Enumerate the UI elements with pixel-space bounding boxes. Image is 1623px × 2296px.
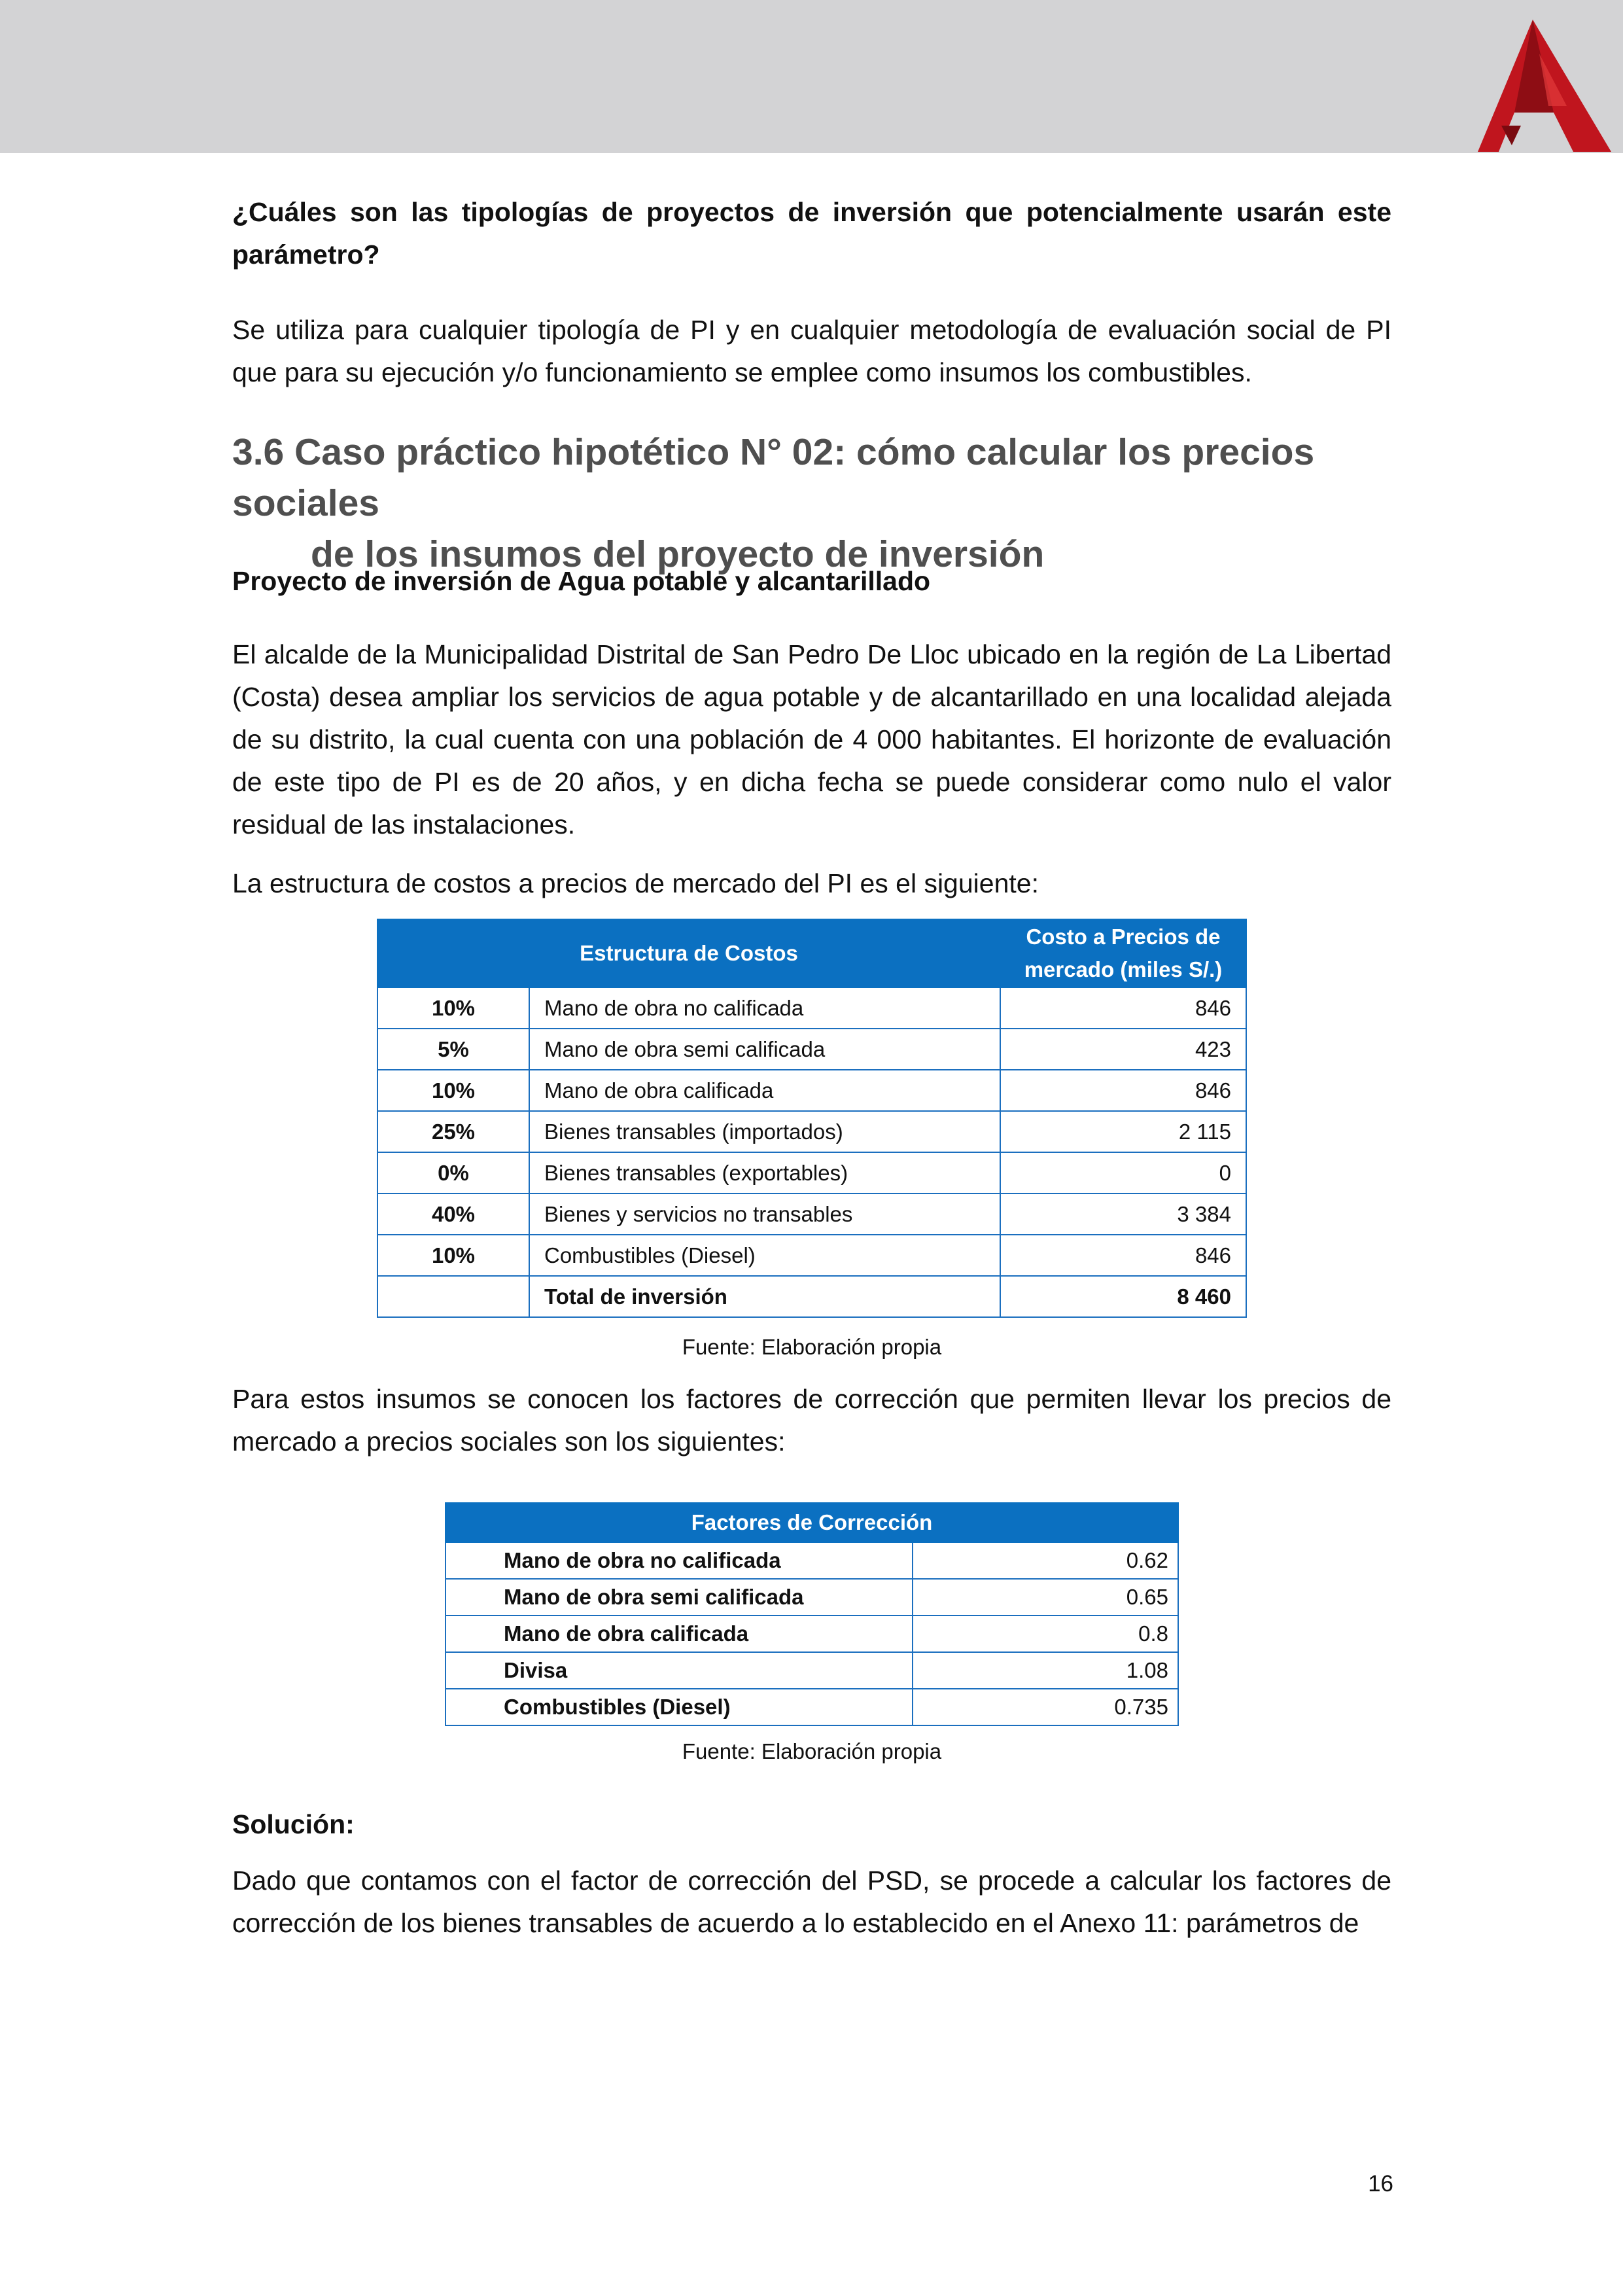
factor-item: Mano de obra semi calificada — [445, 1579, 913, 1616]
section-title — [232, 427, 1391, 580]
total-value: 8 460 — [1000, 1276, 1246, 1317]
table-row — [445, 1652, 1178, 1689]
row-percent: 10% — [377, 987, 529, 1029]
table-row — [377, 1029, 1246, 1070]
row-percent: 10% — [377, 1070, 529, 1111]
row-item: Combustibles (Diesel) — [529, 1235, 1000, 1276]
factors-header: Factores de Corrección — [445, 1503, 1178, 1542]
row-item: Bienes transables (importados) — [529, 1111, 1000, 1152]
logo-icon — [1475, 14, 1613, 153]
total-row — [377, 1276, 1246, 1317]
table-row — [377, 1111, 1246, 1152]
costs-table — [377, 919, 1247, 1318]
factor-value: 0.62 — [913, 1542, 1178, 1579]
factor-item: Mano de obra calificada — [445, 1616, 913, 1652]
factor-value: 0.735 — [913, 1689, 1178, 1725]
costs-header-value — [1000, 919, 1246, 987]
factor-value: 1.08 — [913, 1652, 1178, 1689]
row-percent: 25% — [377, 1111, 529, 1152]
factor-value: 0.65 — [913, 1579, 1178, 1616]
row-percent: 10% — [377, 1235, 529, 1276]
row-item: Mano de obra calificada — [529, 1070, 1000, 1111]
total-label: Total de inversión — [529, 1276, 1000, 1317]
row-value: 846 — [1000, 987, 1246, 1029]
row-percent: 0% — [377, 1152, 529, 1193]
row-item: Mano de obra semi calificada — [529, 1029, 1000, 1070]
section-title-line2: de los insumos del proyecto de inversión — [311, 533, 1045, 575]
row-item: Bienes y servicios no transables — [529, 1193, 1000, 1235]
costs-header-value-line1: Costo a Precios de — [1026, 925, 1221, 949]
row-value: 423 — [1000, 1029, 1246, 1070]
table-row — [445, 1542, 1178, 1579]
factors-table — [445, 1502, 1179, 1726]
row-value: 0 — [1000, 1152, 1246, 1193]
question-heading: ¿Cuáles son las tipologías de proyectos de inversión que potencialmente usarán este parámetro? — [232, 197, 1391, 270]
row-value: 846 — [1000, 1235, 1246, 1276]
case-paragraph: El alcalde de la Municipalidad Distrital de San Pedro De Lloc ubicado en la región de La Libertad (Costa) desea ampliar los servicios de agua potable y de alcantarillado en una localidad alejada de su distrito, la cual cuenta con una población de 4 000 habitantes. El horizonte de evaluación de este tipo de PI es de 20 años, y en dicha fecha se puede considerar como nulo el valor residual de las instalaciones. — [232, 639, 1391, 839]
row-item: Mano de obra no calificada — [529, 987, 1000, 1029]
solution-paragraph: Dado que contamos con el factor de corrección del PSD, se procede a calcular los factores de corrección de los bienes transables de acuerdo a lo establecido en el Anexo 11: parámetros de — [232, 1865, 1391, 1938]
answer-paragraph: Se utiliza para cualquier tipología de PI y en cualquier metodología de evaluación social de PI que para su ejecución y/o funcionamiento se emplee como insumos los combustibles. — [232, 315, 1391, 387]
factor-item: Divisa — [445, 1652, 913, 1689]
row-value: 3 384 — [1000, 1193, 1246, 1235]
total-empty-cell — [377, 1276, 529, 1317]
factor-item: Mano de obra no calificada — [445, 1542, 913, 1579]
page-number: 16 — [1368, 2171, 1393, 2197]
table-row — [445, 1616, 1178, 1652]
table-row — [377, 987, 1246, 1029]
structure-paragraph: La estructura de costos a precios de mercado del PI es el siguiente: — [232, 868, 1039, 898]
row-item: Bienes transables (exportables) — [529, 1152, 1000, 1193]
table-row — [377, 1235, 1246, 1276]
table-row — [377, 1193, 1246, 1235]
row-value: 2 115 — [1000, 1111, 1246, 1152]
row-percent: 5% — [377, 1029, 529, 1070]
table-row — [377, 1152, 1246, 1193]
header-band — [0, 0, 1623, 153]
factors-paragraph: Para estos insumos se conocen los factores de corrección que permiten llevar los precios de mercado a precios sociales son los siguientes: — [232, 1384, 1391, 1457]
table-row — [445, 1689, 1178, 1725]
costs-table-source: Fuente: Elaboración propia — [682, 1335, 942, 1359]
factor-value: 0.8 — [913, 1616, 1178, 1652]
solution-heading: Solución: — [232, 1809, 355, 1839]
section-title-line1: 3.6 Caso práctico hipotético N° 02: cómo calcular los precios sociales — [232, 431, 1315, 524]
row-value: 846 — [1000, 1070, 1246, 1111]
table-row — [445, 1579, 1178, 1616]
costs-header-structure: Estructura de Costos — [377, 919, 1000, 987]
costs-header-value-line2: mercado (miles S/.) — [1024, 957, 1223, 981]
factors-table-source: Fuente: Elaboración propia — [682, 1739, 942, 1763]
table-row — [377, 1070, 1246, 1111]
factor-item: Combustibles (Diesel) — [445, 1689, 913, 1725]
subheading: Proyecto de inversión de Agua potable y alcantarillado — [232, 566, 931, 596]
row-percent: 40% — [377, 1193, 529, 1235]
